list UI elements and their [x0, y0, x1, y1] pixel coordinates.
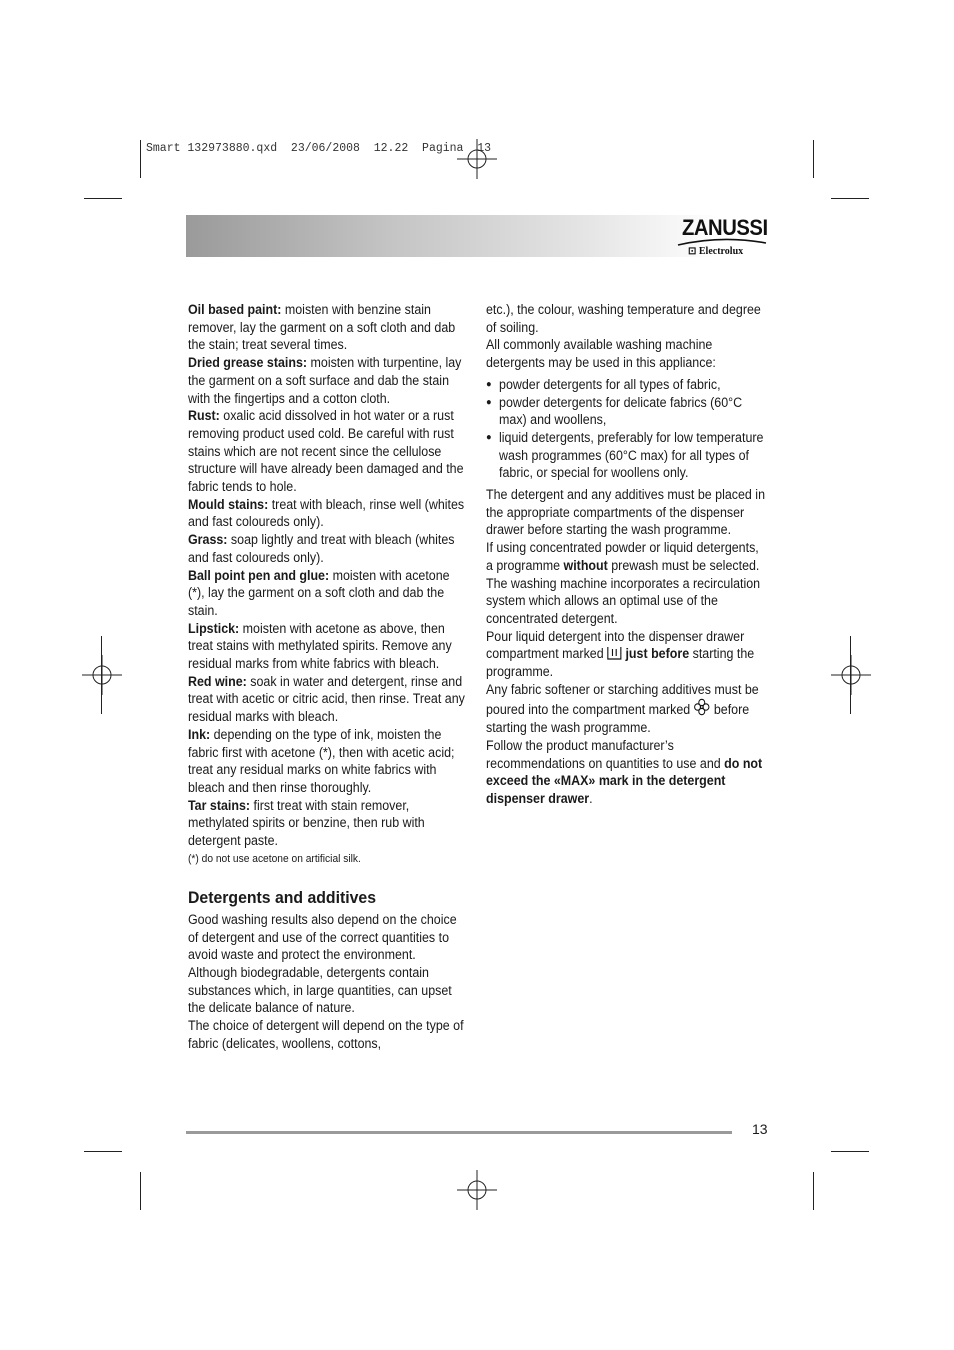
crop-mark: [140, 140, 141, 178]
paragraph: Any fabric softener or starching additives must be poured into the compartment marked before starting the wash programme.: [486, 681, 759, 736]
paragraph: The washing machine incorporates a recirculation system which allows an optimal use of the concentrated detergent.: [486, 575, 761, 626]
registration-mark-icon: [457, 1170, 497, 1210]
stain-item: Mould stains: treat with bleach, rinse well (whites and fast coloureds only).: [188, 496, 465, 530]
footer-rule: [186, 1131, 732, 1134]
paragraph: Pour liquid detergent into the dispenser drawer compartment marked just before starting the programme.: [486, 628, 755, 680]
section-heading: Detergents and additives: [188, 887, 377, 907]
paragraph: All commonly available washing machine detergents may be used in this appliance:: [486, 337, 716, 371]
flower-softener-icon: [694, 698, 711, 716]
brand-name: ZANUSSI: [682, 215, 768, 240]
crop-mark: [831, 198, 869, 199]
crop-mark: [140, 1172, 141, 1210]
paragraph: If using concentrated powder or liquid detergents, a programme without prewash must be selected.: [486, 540, 760, 573]
left-column: [188, 301, 467, 1052]
paragraph: Good washing results also depend on the choice of detergent and use of the correct quantities to avoid waste and protect the environment. Although biodegradable, detergents contain substances which, in large quantities, can upset the delicate balance of nature.: [188, 911, 457, 1016]
crop-mark: [84, 1151, 122, 1152]
paragraph: Follow the product manufacturer’s recommendations on quantities to use and do not exceed the «MAX» mark in the detergent dispenser drawer.: [486, 737, 763, 806]
list-item: ● liquid detergents, preferably for low temperature wash programmes (60°C max) for all types of fabric, or special for woollens only.: [486, 429, 767, 482]
crop-mark: [84, 198, 122, 199]
stain-item: Ink: depending on the type of ink, moisten the fabric first with acetone (*), then with acetic acid; treat any residual marks on white fabrics with bleach and then rinse thoroughly.: [188, 726, 455, 795]
registration-mark-icon: [831, 655, 871, 695]
page-number: 13: [752, 1121, 768, 1137]
footnote: (*) do not use acetone on artificial silk.: [188, 852, 361, 865]
crop-mark: [813, 1172, 814, 1210]
stain-item: Lipstick: moisten with acetone as above, then treat stains with methylated spirits. Remove any residual marks from white fabrics with bleach.: [188, 620, 452, 672]
stain-item: Red wine: soak in water and detergent, rinse and treat with acetic or citric acid, then rinse. Treat any residual marks with bleach.: [188, 673, 465, 725]
paragraph: etc.), the colour, washing temperature and degree of soiling.: [486, 302, 761, 335]
stain-item: Rust: oxalic acid dissolved in hot water or a rust removing product used cold. Be careful with rust stains which are not recent since the cellulose structure will have already been damaged and the fabric tends to hole.: [188, 408, 464, 495]
right-column: [486, 301, 767, 808]
stain-item: Dried grease stains: moisten with turpentine, lay the garment on a soft surface and dab the stain with the fingertips and a cotton cloth.: [188, 355, 462, 406]
list-item: ● powder detergents for delicate fabrics (60°C max) and woollens,: [486, 394, 767, 429]
brand-sub: ⊡ Electrolux: [688, 246, 744, 257]
paragraph: The detergent and any additives must be placed in the appropriate compartments of the dispenser drawer before starting the wash programme.: [486, 487, 765, 538]
list-item: ● powder detergents for all types of fabric,: [486, 376, 767, 394]
zanussi-logo: [676, 212, 768, 260]
stain-item: Tar stains: first treat with stain remover, methylated spirits or benzine, then rub with detergent paste.: [188, 797, 425, 849]
crop-mark: [850, 636, 851, 714]
crop-mark: [831, 1151, 869, 1152]
registration-mark-icon: [82, 655, 122, 695]
crop-mark: [101, 636, 102, 714]
stain-item: Ball point pen and glue: moisten with acetone (*), lay the garment on a soft cloth and dab the stain.: [188, 567, 450, 618]
stain-item: Oil based paint: moisten with benzine stain remover, lay the garment on a soft cloth and dab the stain; treat several times.: [188, 302, 456, 353]
print-slug: Smart 132973880.qxd 23/06/2008 12.22 Pagina 13: [146, 142, 492, 155]
registration-mark-icon: [457, 139, 497, 179]
stain-item: Grass: soap lightly and treat with bleach (whites and fast coloureds only).: [188, 532, 455, 565]
paragraph: The choice of detergent will depend on the type of fabric (delicates, woollens, cottons,: [188, 1018, 464, 1051]
main-wash-compartment-icon: [607, 646, 622, 660]
crop-mark: [813, 140, 814, 178]
detergent-list: [486, 376, 767, 482]
electrolux-icon: ⊡: [688, 246, 699, 257]
